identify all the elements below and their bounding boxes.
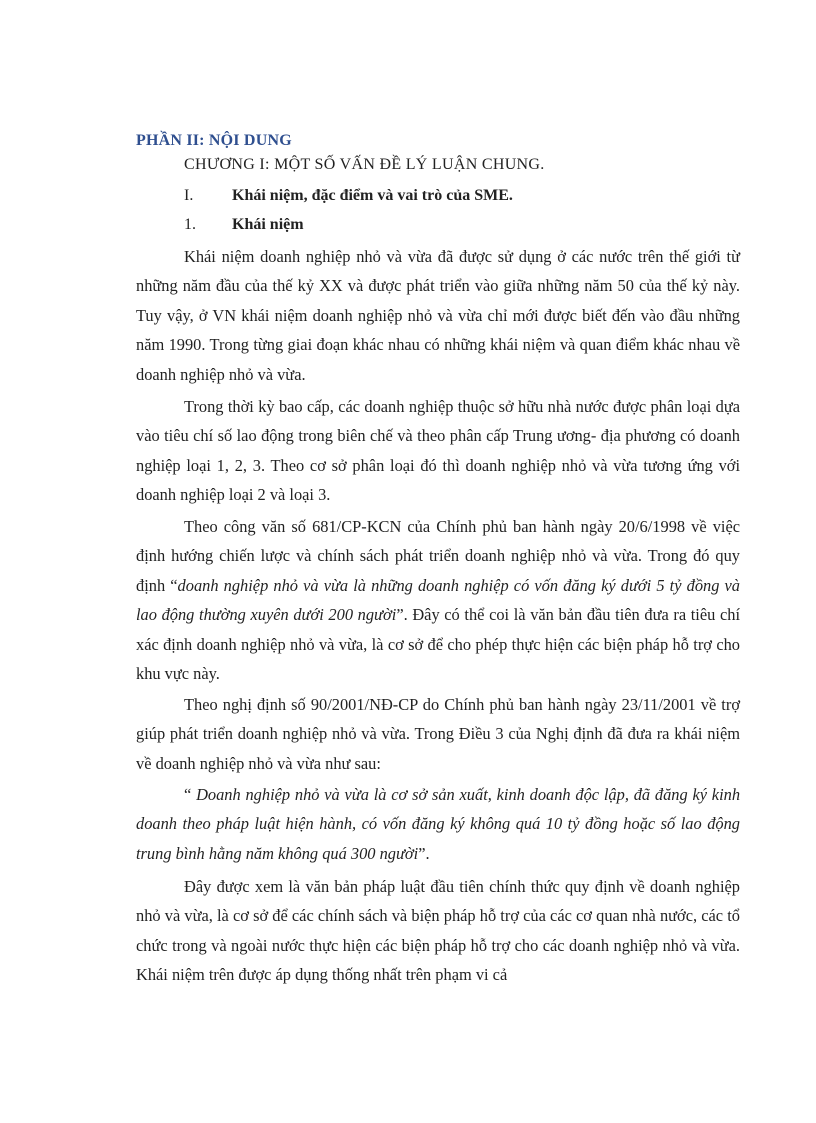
paragraph-3-text: Theo công văn số 681/CP-KCN của Chính phủ ban hành ngày 20/6/1998 về việc định hướng chiến lược và chính sách phát triển doanh nghiệp nhỏ và vừa. Trong đó quy định “	[136, 517, 740, 595]
quote-open-mark: “	[184, 785, 197, 804]
quote-text: Doanh nghiệp nhỏ và vừa là cơ sở sản xuất, kinh doanh độc lập, đã đăng ký kinh doanh theo pháp luật hiện hành, có vốn đăng ký không quá 10 tỷ đồng hoặc số lao động trung bình hằng năm không quá 300 người	[136, 785, 741, 863]
paragraph-3	[136, 512, 740, 688]
part-heading: PHẦN II: NỘI DUNG	[136, 132, 292, 149]
paragraph-3-quote: doanh nghiệp nhỏ và vừa là những doanh nghiệp có vốn đăng ký dưới 5 tỷ đồng và lao động thường xuyên dưới 200 người	[136, 575, 740, 625]
chapter-heading: CHƯƠNG I: MỘT SỐ VẤN ĐỀ LÝ LUẬN CHUNG.	[184, 156, 545, 173]
paragraph-1: Khái niệm doanh nghiệp nhỏ và vừa đã được sử dụng ở các nước trên thế giới từ những năm đầu của thế kỷ XX và được phát triển vào giữa những năm 50 của thế kỷ này. Tuy vậy, ở VN khái niệm doanh nghiệp nhỏ và vừa chỉ mới được biết đến vào đầu những năm 1990. Trong từng giai đoạn khác nhau có những khái niệm và quan điểm khác nhau về doanh nghiệp nhỏ và vừa.	[136, 247, 740, 384]
subsection-number: 1.	[184, 216, 196, 233]
paragraph-2: Trong thời kỳ bao cấp, các doanh nghiệp thuộc sở hữu nhà nước được phân loại dựa vào tiêu chí số lao động trong biên chế và theo phân cấp Trung ương- địa phương có doanh nghiệp loại 1, 2, 3. Theo cơ sở phân loại đó thì doanh nghiệp nhỏ và vừa tương ứng với doanh nghiệp loại 2 và loại 3.	[136, 397, 740, 505]
decree-quote	[136, 780, 740, 868]
section-title: Khái niệm, đặc điểm và vai trò của SME.	[232, 187, 513, 204]
quote-close-mark: ”.	[418, 843, 430, 863]
section-number: I.	[184, 187, 194, 204]
paragraph-5: Đây được xem là văn bản pháp luật đầu tiên chính thức quy định về doanh nghiệp nhỏ và vừa, là cơ sở để các chính sách và biện pháp hỗ trợ của các cơ quan nhà nước, các tổ chức trong và ngoài nước thực hiện các biện pháp hỗ trợ cho các doanh nghiệp nhỏ và vừa. Khái niệm trên được áp dụng thống nhất trên phạm vi cả	[136, 877, 740, 985]
paragraph-4: Theo nghị định số 90/2001/NĐ-CP do Chính phủ ban hành ngày 23/11/2001 về trợ giúp phát triển doanh nghiệp nhỏ và vừa. Trong Điều 3 của Nghị định đã đưa ra khái niệm về doanh nghiệp nhỏ và vừa như sau:	[136, 695, 740, 773]
subsection-title: Khái niệm	[232, 216, 304, 233]
paragraph-3-text-end: ”. Đây có thể coi là văn bản đầu tiên đưa ra tiêu chí xác định doanh nghiệp nhỏ và vừa, là cơ sở để cho phép thực hiện các biện pháp hỗ trợ cho khu vực này.	[136, 605, 741, 684]
